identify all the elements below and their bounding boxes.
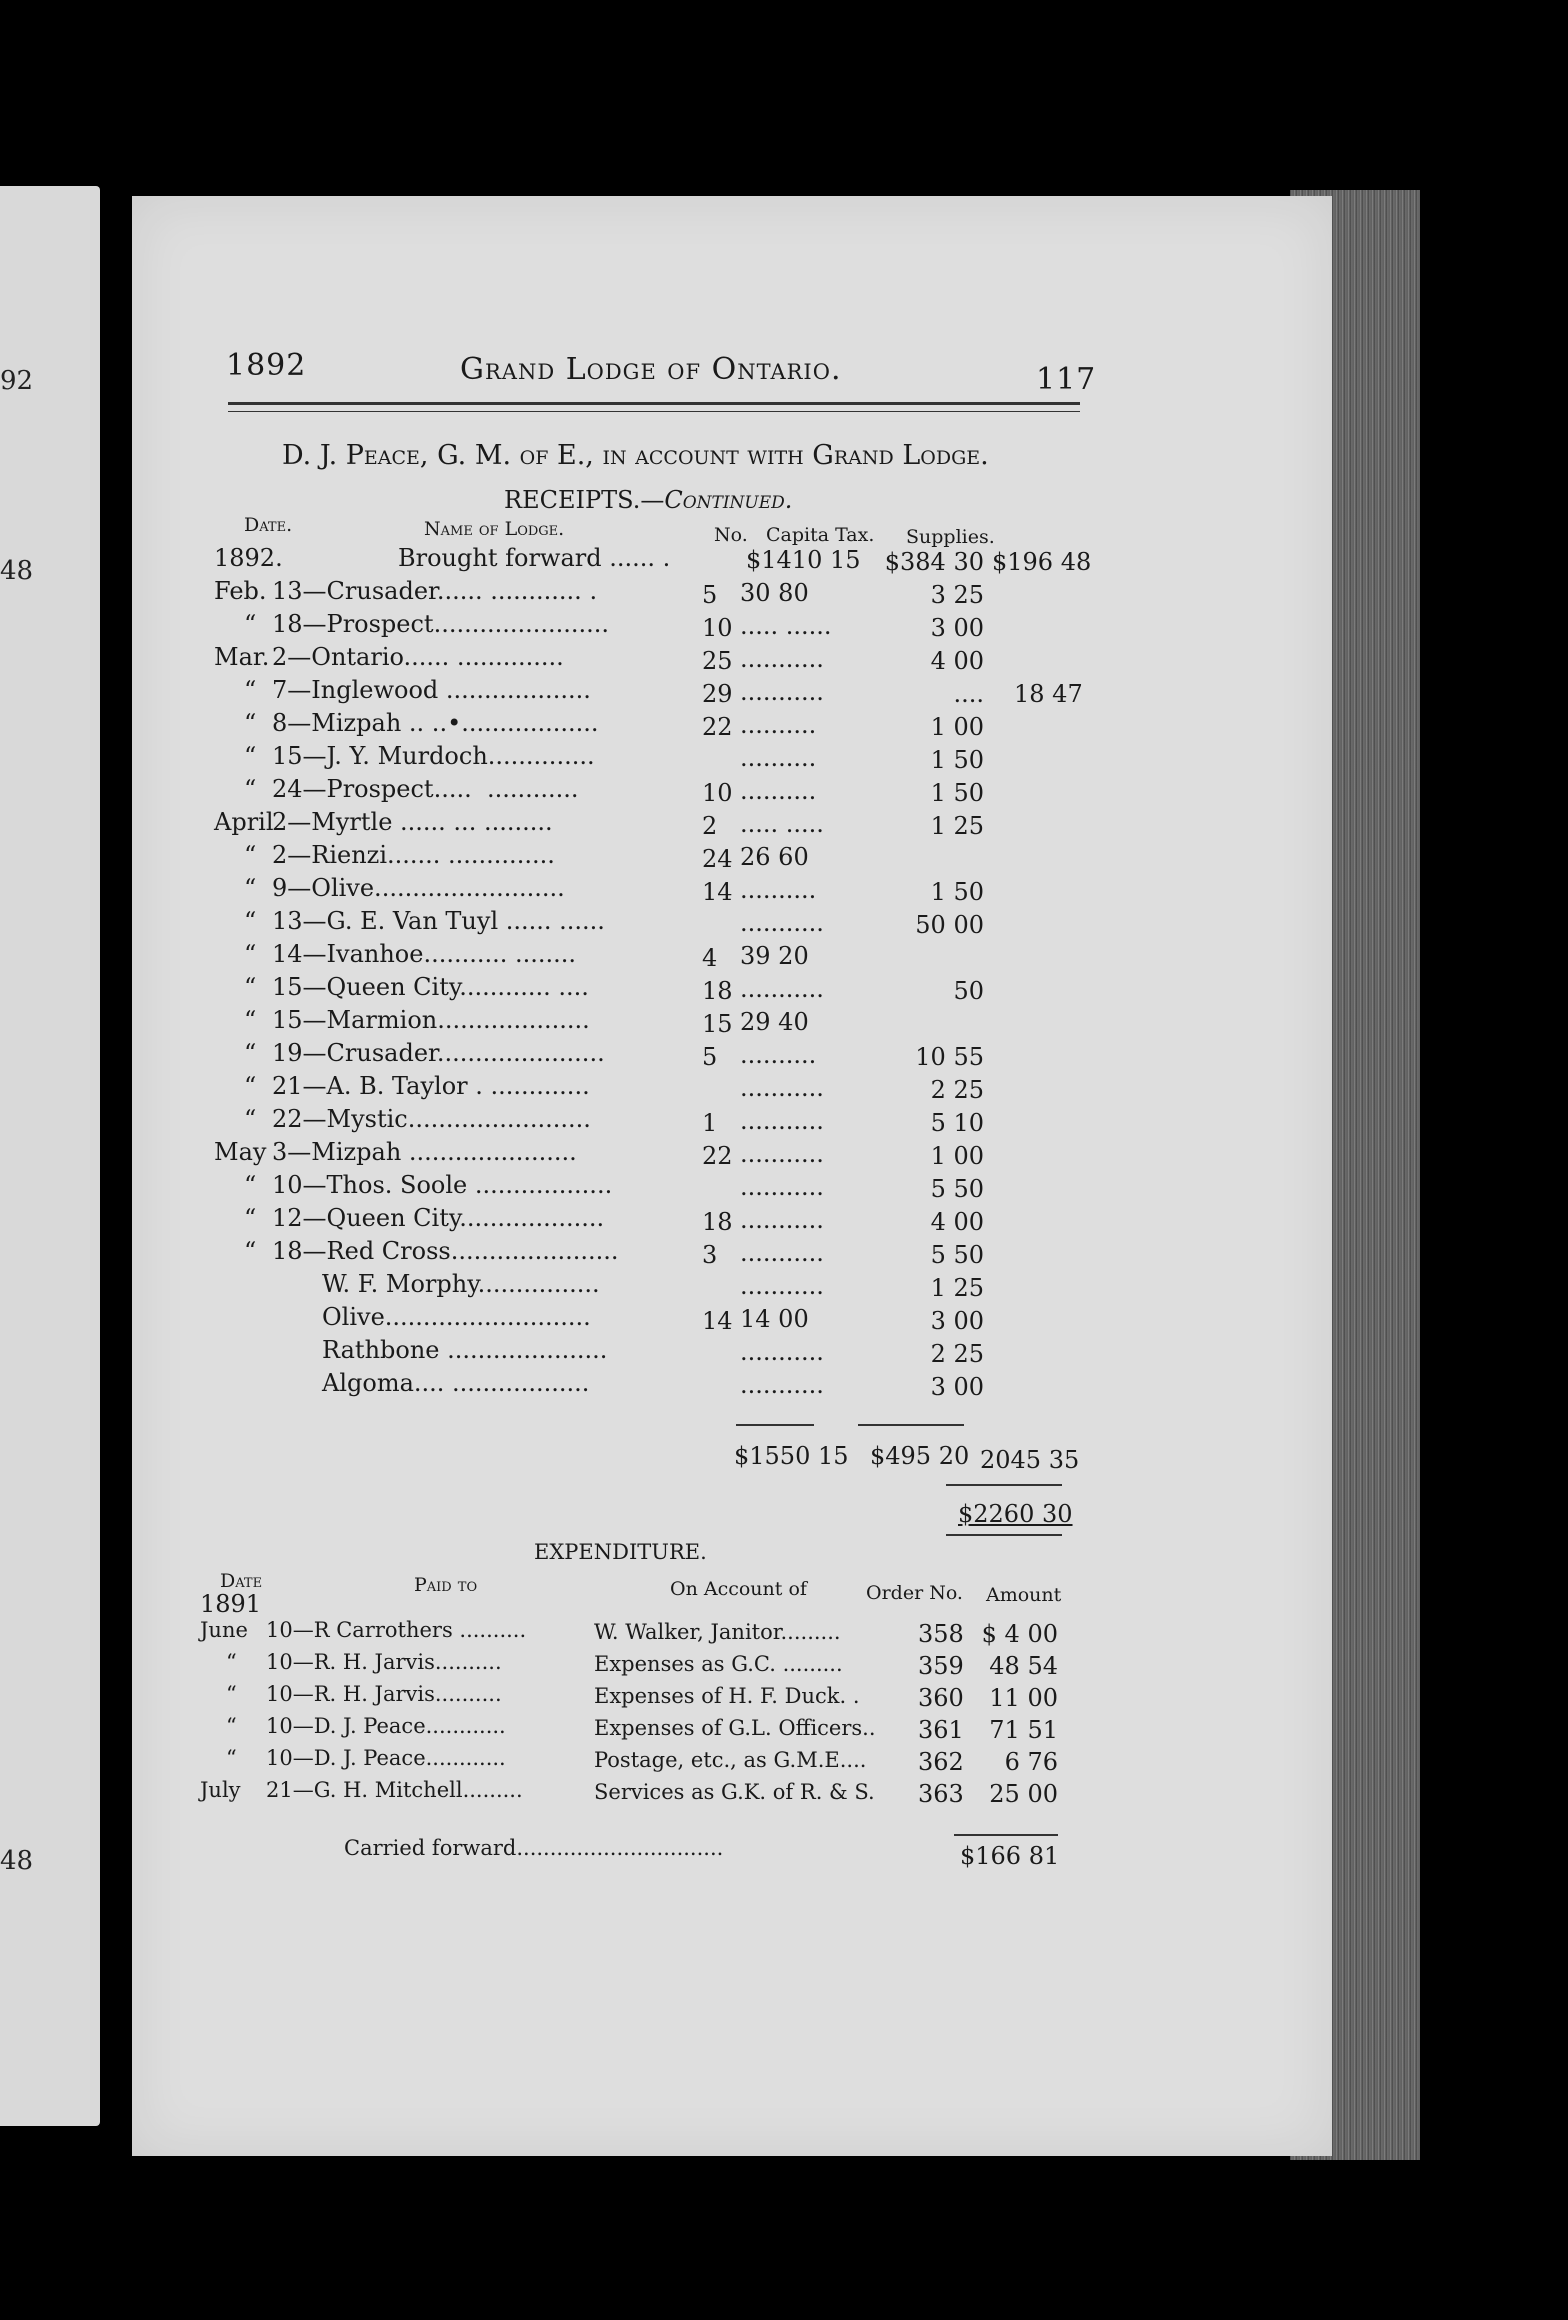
row-capita: .......... [740,1041,817,1069]
row-date: “ [244,709,257,737]
row-supplies: 5 50 [930,1241,984,1269]
row-date: April [214,808,274,836]
row-date: May [214,1138,267,1166]
row-date: “ [244,1237,257,1265]
facing-page-edge [0,186,100,2126]
exp-order: 362 [918,1748,964,1776]
total-extra: 2045 35 [980,1446,1080,1474]
row-date: “ [244,610,257,638]
exp-col-amount: Amount [986,1584,1062,1606]
row-no: 3 [702,1241,718,1269]
total-rule [736,1424,814,1426]
total-supplies: $495 20 [870,1442,970,1470]
row-lodge: 2—Rienzi....... .............. [272,841,555,869]
row-capita: ........... [740,1173,824,1201]
row-lodge: Olive........................... [322,1303,591,1331]
row-date: 1892. [214,544,283,572]
facing-page-fragment: 92 [0,366,34,396]
row-lodge: 2—Myrtle ...... ... ......... [272,808,553,836]
row-capita: 14 00 [740,1305,809,1333]
row-lodge: 15—Queen City............ .... [272,973,589,1001]
total-capita: $1550 15 [734,1442,849,1470]
exp-paid-to: 10—D. J. Peace............ [266,1746,506,1770]
row-supplies: 1 50 [930,746,984,774]
row-capita: ..... ..... [740,810,824,838]
row-capita: 39 20 [740,942,809,970]
account-title: D. J. Peace, G. M. of E., in account with Grand Lodge. [282,440,989,471]
col-capita: Capita Tax. [766,524,875,546]
exp-amount: $ 4 00 [981,1620,1058,1648]
row-capita: ........... [740,1338,824,1366]
row-date: “ [244,973,257,1001]
row-capita: ........... [740,1206,824,1234]
col-date: Date. [244,514,293,536]
col-no: No. [714,524,748,546]
row-lodge: 21—A. B. Taylor . ............. [272,1072,590,1100]
row-extra: 18 47 [1014,680,1083,708]
row-date: “ [244,1171,257,1199]
header-rule-thin [228,411,1080,412]
row-supplies: $384 30 [884,548,984,576]
row-lodge: 14—Ivanhoe........... ........ [272,940,577,968]
row-capita: .......... [740,744,817,772]
facing-page-fragment: 48 [0,1846,34,1876]
row-supplies: 1 00 [930,1142,984,1170]
row-supplies: 5 50 [930,1175,984,1203]
row-lodge: Brought forward ...... . [398,544,671,572]
exp-date: June [200,1618,248,1642]
row-no: 5 [702,581,718,609]
row-lodge: 9—Olive......................... [272,874,565,902]
exp-col-account: On Account of [670,1578,807,1600]
header-rule [228,402,1080,405]
row-supplies: 50 [953,977,984,1005]
exp-date: July [200,1778,241,1802]
row-capita: .......... [740,876,817,904]
row-supplies: 3 25 [930,581,984,609]
row-date: “ [244,1204,257,1232]
col-supplies: Supplies. [906,526,995,548]
row-capita: ..... ...... [740,612,832,640]
row-capita: 29 40 [740,1008,809,1036]
exp-date: “ [226,1682,237,1706]
row-capita: .......... [740,711,817,739]
page-number: 117 [1036,362,1097,397]
row-supplies: 3 00 [930,614,984,642]
row-capita: ........... [740,909,824,937]
exp-account: Expenses of G.L. Officers.. [594,1716,876,1740]
facing-page-fragment: 48 [0,556,34,586]
row-capita: ........... [740,975,824,1003]
expenditure-title: EXPENDITURE. [534,1540,707,1564]
row-date: “ [244,874,257,902]
row-date: “ [244,1072,257,1100]
row-supplies: 4 00 [930,647,984,675]
exp-paid-to: 10—R Carrothers .......... [266,1618,527,1642]
row-no: 10 [702,779,733,807]
row-supplies: 1 50 [930,779,984,807]
row-supplies: 1 25 [930,812,984,840]
col-lodge: Name of Lodge. [424,518,565,540]
exp-account: Postage, etc., as G.M.E.... [594,1748,867,1772]
row-date: “ [244,841,257,869]
row-no: 18 [702,1208,733,1236]
row-no: 22 [702,713,733,741]
row-date: “ [244,907,257,935]
row-supplies: 50 00 [915,911,984,939]
exp-order: 359 [918,1652,964,1680]
row-no: 4 [702,944,718,972]
row-supplies: 1 00 [930,713,984,741]
row-capita: ........... [740,678,824,706]
row-no: 24 [702,845,733,873]
row-lodge: 19—Crusader...................... [272,1039,605,1067]
row-date: “ [244,1039,257,1067]
row-date: “ [244,775,257,803]
row-lodge: 12—Queen City................... [272,1204,605,1232]
row-date: Mar. [214,643,270,671]
total-rule [858,1424,964,1426]
receipts-title: RECEIPTS.—Continued. [504,486,793,514]
row-extra: $196 48 [992,548,1092,576]
row-no: 2 [702,812,718,840]
row-lodge: 7—Inglewood ................... [272,676,591,704]
exp-amount: 25 00 [989,1780,1058,1808]
row-supplies: 2 25 [930,1340,984,1368]
row-no: 18 [702,977,733,1005]
row-lodge: 15—J. Y. Murdoch.............. [272,742,595,770]
row-lodge: 22—Mystic........................ [272,1105,591,1133]
exp-order: 361 [918,1716,964,1744]
total-rule [946,1484,1062,1486]
grand-total: $2260 30 [958,1500,1073,1528]
row-supplies: 1 50 [930,878,984,906]
row-date: “ [244,676,257,704]
exp-date: “ [226,1650,237,1674]
row-date: “ [244,940,257,968]
row-lodge: W. F. Morphy................ [322,1270,600,1298]
row-lodge: 3—Mizpah ...................... [272,1138,577,1166]
row-date: “ [244,742,257,770]
exp-amount: 11 00 [989,1684,1058,1712]
row-lodge: 24—Prospect..... ............ [272,775,579,803]
exp-paid-to: 10—R. H. Jarvis.......... [266,1650,502,1674]
exp-paid-to: 10—R. H. Jarvis.......... [266,1682,502,1706]
exp-account: Expenses as G.C. ......... [594,1652,843,1676]
exp-order: 360 [918,1684,964,1712]
row-no: 14 [702,878,733,906]
row-date: “ [244,1105,257,1133]
row-lodge: 10—Thos. Soole .................. [272,1171,613,1199]
exp-year: 1891 [200,1590,262,1618]
row-supplies: 1 25 [930,1274,984,1302]
exp-date: “ [226,1746,237,1770]
row-supplies: 4 00 [930,1208,984,1236]
exp-paid-to: 10—D. J. Peace............ [266,1714,506,1738]
row-capita: ........... [740,645,824,673]
row-lodge: 8—Mizpah .. ..•.................. [272,709,599,737]
row-lodge: Algoma.... .................. [322,1369,590,1397]
carried-rule [954,1834,1058,1836]
row-supplies: 3 00 [930,1307,984,1335]
row-capita: 30 80 [740,579,809,607]
row-capita: $1410 15 [746,546,861,574]
row-no: 5 [702,1043,718,1071]
row-supplies: .... [953,680,984,708]
row-lodge: 18—Prospect....................... [272,610,610,638]
row-capita: .......... [740,777,817,805]
carried-forward-amount: $166 81 [960,1842,1060,1870]
exp-col-order: Order No. [866,1582,963,1604]
exp-amount: 48 54 [989,1652,1058,1680]
row-capita: 26 60 [740,843,809,871]
header-year: 1892 [226,348,307,383]
row-lodge: Rathbone ..................... [322,1336,608,1364]
exp-amount: 6 76 [1004,1748,1058,1776]
row-no: 22 [702,1142,733,1170]
row-capita: ........... [740,1272,824,1300]
exp-account: Services as G.K. of R. & S. [594,1780,875,1804]
exp-col-paid-to: Paid to [414,1574,478,1596]
total-double-rule [946,1534,1062,1536]
row-lodge: 18—Red Cross...................... [272,1237,619,1265]
row-no: 14 [702,1307,733,1335]
header-title: Grand Lodge of Ontario. [460,352,842,387]
exp-account: W. Walker, Janitor......... [594,1620,841,1644]
exp-col-date: Date [220,1570,263,1592]
exp-paid-to: 21—G. H. Mitchell......... [266,1778,523,1802]
row-lodge: 13—G. E. Van Tuyl ...... ...... [272,907,605,935]
row-supplies: 3 00 [930,1373,984,1401]
row-capita: ........... [740,1239,824,1267]
row-lodge: 2—Ontario...... .............. [272,643,564,671]
row-capita: ........... [740,1140,824,1168]
row-capita: ........... [740,1074,824,1102]
row-supplies: 10 55 [915,1043,984,1071]
carried-forward-label: Carried forward............................... [344,1836,724,1860]
row-no: 10 [702,614,733,642]
row-date: “ [244,1006,257,1034]
row-no: 1 [702,1109,718,1137]
exp-date: “ [226,1714,237,1738]
row-supplies: 5 10 [930,1109,984,1137]
row-capita: ........... [740,1371,824,1399]
exp-order: 358 [918,1620,964,1648]
row-supplies: 2 25 [930,1076,984,1104]
exp-amount: 71 51 [989,1716,1058,1744]
row-lodge: 13—Crusader...... ............ . [272,577,598,605]
row-lodge: 15—Marmion.................... [272,1006,590,1034]
row-no: 15 [702,1010,733,1038]
row-no: 25 [702,647,733,675]
exp-order: 363 [918,1780,964,1808]
row-date: Feb. [214,577,267,605]
exp-account: Expenses of H. F. Duck. . [594,1684,860,1708]
row-no: 29 [702,680,733,708]
row-capita: ........... [740,1107,824,1135]
